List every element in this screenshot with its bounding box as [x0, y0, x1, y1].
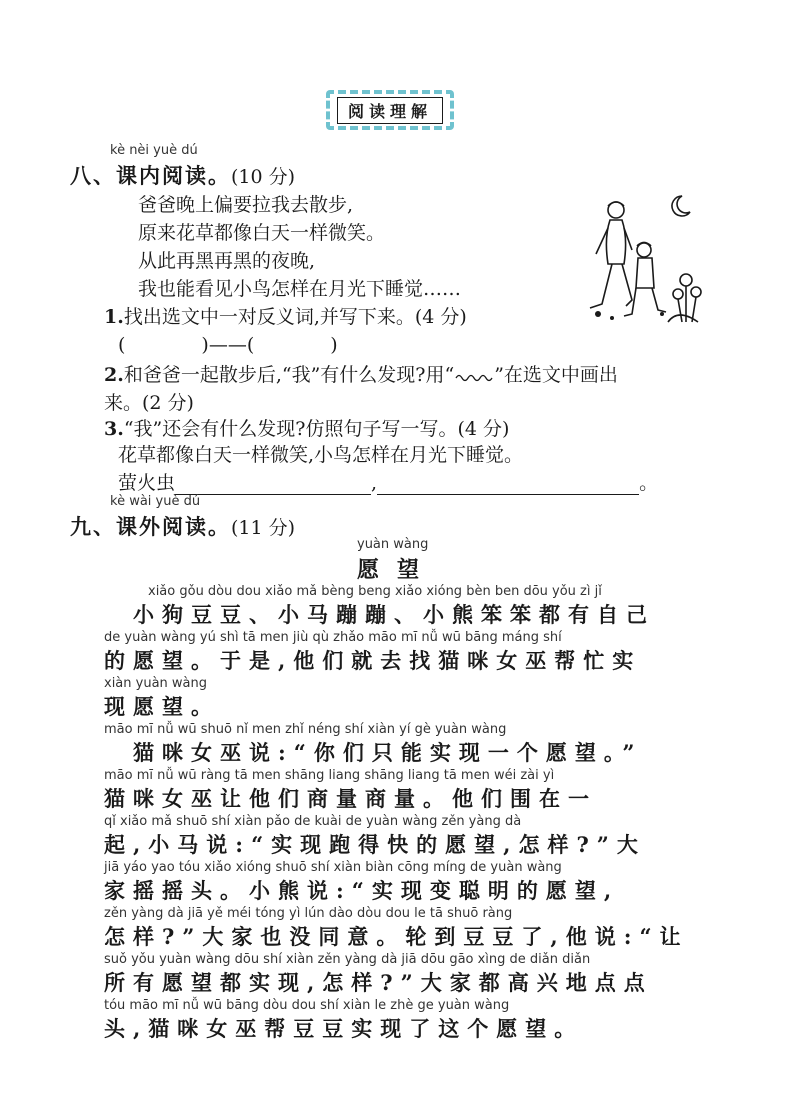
story-pinyin-6: qǐ xiǎo mǎ shuō shí xiàn pǎo de kuài de yuàn wàng zěn yàng dà	[104, 814, 522, 829]
section9-heading	[70, 511, 295, 541]
wavy-underline-icon	[454, 369, 494, 383]
section8-score: (10 分)	[231, 166, 296, 188]
section8-pinyin: kè nèi yuè dú	[110, 143, 198, 158]
story-line-9: 所有愿望都实现,怎样?”大家都高兴地点点	[104, 970, 653, 995]
q1-text: 找出选文中一对反义词,并写下来。(4 分)	[123, 306, 467, 328]
section9-heading-dot: 。	[208, 514, 231, 539]
story-pinyin-7: jiā yáo yao tóu xiǎo xióng shuō shí xiàn biàn cōng míng de yuàn wàng	[104, 860, 562, 875]
section8-heading	[70, 160, 295, 190]
story-line-1: 小狗豆豆、小马蹦蹦、小熊笨笨都有自己	[104, 602, 655, 627]
question-1	[104, 302, 467, 329]
story-pinyin-8: zěn yàng dà jiā yě méi tóng yì lún dào dòu dou le tā shuō ràng	[104, 906, 513, 921]
moon-icon	[672, 196, 690, 216]
q2-number: 2.	[104, 364, 124, 386]
q3-end: 。	[639, 472, 659, 494]
q3-answer-blank-2[interactable]	[377, 474, 639, 495]
story-line-6: 起,小马说:“实现跑得快的愿望,怎样?”大	[104, 832, 646, 857]
q3-text: “我”还会有什么发现?仿照句子写一写。(4 分)	[123, 418, 510, 440]
story-line-3: 现愿望。	[104, 694, 220, 719]
story-pinyin-2: de yuàn wàng yú shì tā men jiù qù zhǎo māo mī nǚ wū bāng máng shí	[104, 630, 562, 645]
poem-line-2: 原来花草都像白天一样微笑。	[138, 222, 386, 244]
story-pinyin-9: suǒ yǒu yuàn wàng dōu shí xiàn zěn yàng dà jiā dōu gāo xìng de diǎn diǎn	[104, 952, 591, 967]
story-pinyin-4: māo mī nǚ wū shuō nǐ men zhǐ néng shí xiàn yí gè yuàn wàng	[104, 722, 507, 737]
poem-line-4: 我也能看见小鸟怎样在月光下睡觉……	[138, 278, 462, 300]
section9-score: (11 分)	[231, 517, 296, 539]
story-pinyin-10: tóu māo mī nǚ wū bāng dòu dou shí xiàn le zhè ge yuàn wàng	[104, 998, 510, 1013]
poem-line-1: 爸爸晚上偏要拉我去散步,	[138, 194, 354, 216]
section9-heading-text: 九、课外阅读	[70, 514, 208, 539]
q3-prompt: 萤火虫	[118, 472, 176, 494]
q3-comma: ,	[371, 472, 378, 494]
question-3	[104, 414, 509, 441]
story-pinyin-5: māo mī nǚ wū ràng tā men shāng liang shāng liang tā men wéi zài yì	[104, 768, 555, 783]
story-line-2: 的愿望。于是,他们就去找猫咪女巫帮忙实	[104, 648, 642, 673]
father-son-walking-illustration	[578, 188, 710, 328]
story-line-8: 怎样?”大家也没同意。轮到豆豆了,他说:“让	[104, 924, 689, 949]
q3-number: 3.	[104, 418, 124, 440]
story-title: 愿望	[357, 557, 438, 583]
q2-continuation: 来。(2 分)	[104, 392, 194, 414]
q1-number: 1.	[104, 306, 124, 328]
story-line-10: 头,猫咪女巫帮豆豆实现了这个愿望。	[104, 1016, 584, 1041]
story-line-7: 家摇摇头。小熊说:“实现变聪明的愿望,	[104, 878, 620, 903]
section9-pinyin: kè wài yuè dú	[110, 494, 201, 509]
q3-answer-row	[118, 468, 658, 495]
section-title: 阅读理解	[337, 97, 443, 124]
question-2	[104, 360, 618, 387]
q2-text-after: ”在选文中画出	[494, 364, 618, 386]
story-pinyin-3: xiàn yuàn wàng	[104, 676, 208, 691]
q1-answer-blanks[interactable]: ( )——( )	[118, 334, 338, 356]
section-title-stamp	[326, 90, 454, 130]
poem-line-3: 从此再黑再黑的夜晚,	[138, 250, 316, 272]
story-pinyin-1: xiǎo gǒu dòu dou xiǎo mǎ bèng beng xiǎo xióng bèn ben dōu yǒu zì jǐ	[148, 584, 602, 599]
story-line-5: 猫咪女巫让他们商量商量。他们围在一	[104, 786, 597, 811]
q2-text-before: 和爸爸一起散步后,“我”有什么发现?用“	[123, 364, 455, 386]
section8-heading-text: 八、课内阅读	[70, 163, 208, 188]
q3-answer-blank-1[interactable]	[175, 474, 371, 495]
section8-heading-dot: 。	[208, 163, 231, 188]
q3-example: 花草都像白天一样微笑,小鸟怎样在月光下睡觉。	[118, 444, 524, 466]
story-line-4: 猫咪女巫说:“你们只能实现一个愿望。”	[104, 740, 643, 765]
story-title-pinyin: yuàn wàng	[357, 537, 429, 552]
